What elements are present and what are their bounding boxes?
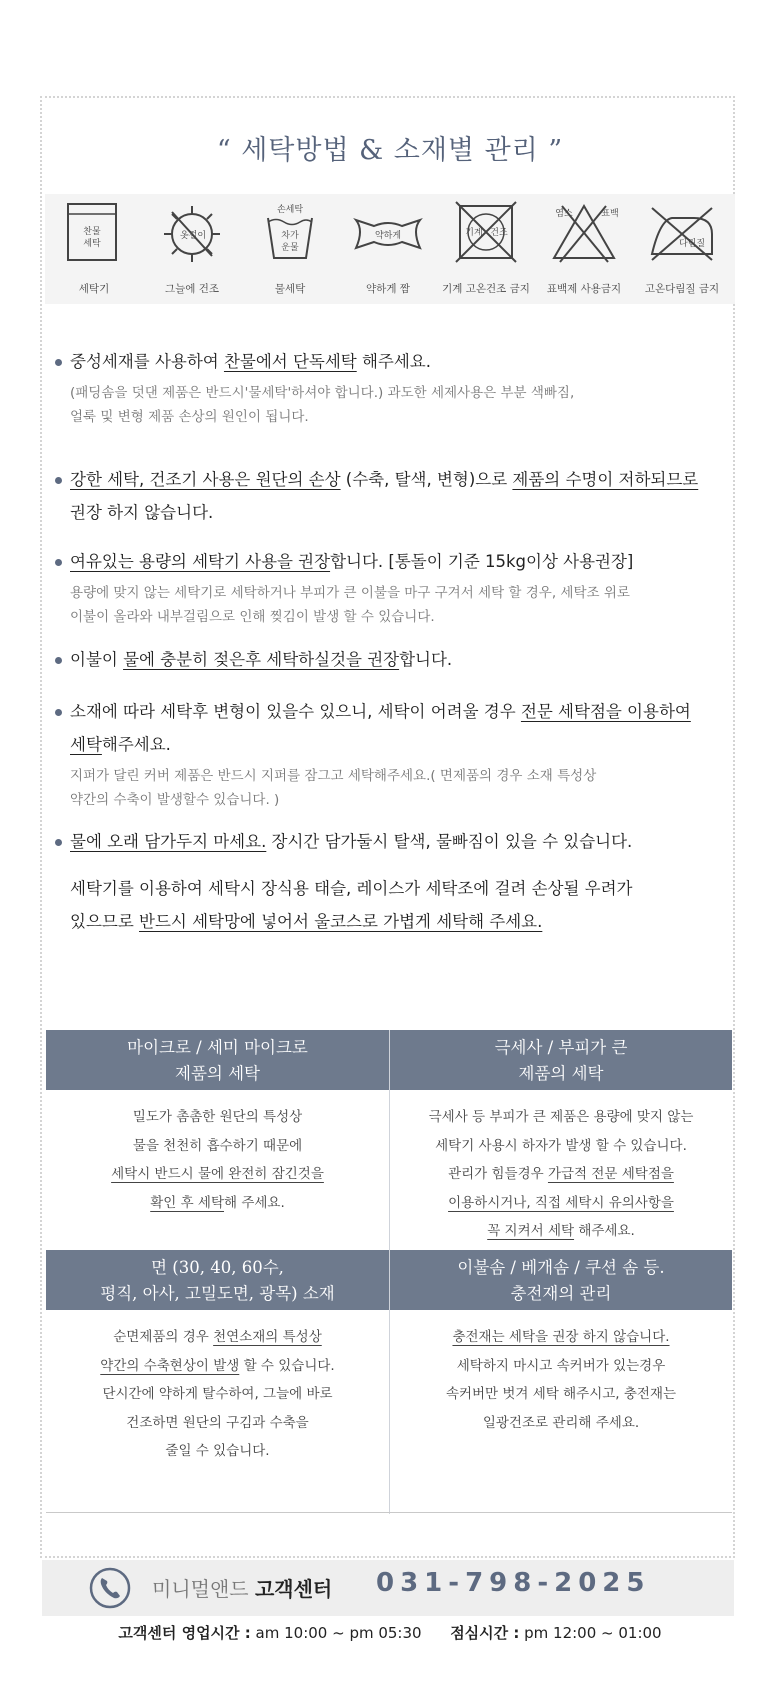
brand-name: 미니멀앤드 <box>152 1577 255 1601</box>
note-text: 중성세재를 사용하여 <box>70 352 224 371</box>
gentle-wring-text: 약하게 <box>374 231 402 241</box>
micro-line: 해 주세요. <box>224 1194 285 1211</box>
care-label-no-iron: 고온다림질 금지 <box>644 283 720 295</box>
cotton-line: 약간의 수축현상이 발생 <box>100 1357 240 1374</box>
micro-header-line2: 제품의 세탁 <box>175 1064 260 1083</box>
cotton-header <box>46 1250 389 1310</box>
note-emphasis: 전문 세탁점을 이용하여 <box>520 702 691 721</box>
note-soak <box>55 643 452 676</box>
note-text: 해주세요. <box>356 352 431 371</box>
note-detail: 용량에 맞지 않는 세탁기로 세탁하거나 부피가 큰 이불을 마구 구겨서 세탁 할 경우, 세탁조 위로 <box>70 585 630 601</box>
fleece-line: 꼭 지켜서 세탁 <box>487 1223 575 1239</box>
lunch-value: pm 12:00 ~ 01:00 <box>519 1624 662 1642</box>
micro-line: 밀도가 촘촘한 원단의 특성상 <box>132 1109 303 1125</box>
micro-header <box>46 1030 389 1090</box>
material-care-table <box>46 1030 732 1514</box>
cotton-header-line1: 면 (30, 40, 60수, <box>151 1258 284 1277</box>
shade-dry-text: 옷걸이 <box>179 231 207 241</box>
note-text: 권장 하지 않습니다. <box>70 503 214 522</box>
care-label-no-bleach: 표백제 사용금지 <box>546 283 622 295</box>
micro-line: 세탁시 반드시 물에 완전히 잠긴것을 <box>111 1166 324 1182</box>
bedding-line: 충전재는 세탁을 권장 하지 않습니다. <box>452 1329 670 1345</box>
bullet-icon <box>55 657 62 664</box>
care-symbol-washing-machine <box>45 194 143 304</box>
note-detail: 약간의 수축이 발생할수 있습니다. ) <box>70 792 280 808</box>
note-emphasis: 세탁 <box>70 735 102 754</box>
note-text: 장시간 담가둘시 탈색, 물빠짐이 있을 수 있습니다. <box>266 832 633 851</box>
care-label-hand-wash: 물세탁 <box>274 283 306 295</box>
hand-wash-text-1: 손세탁 <box>276 205 304 215</box>
note-emphasis: 찬물에서 단독세탁 <box>223 352 357 371</box>
note-emphasis: 강한 세탁, 건조기 사용은 원단의 손상 <box>70 470 341 489</box>
note-text: 합니다. <box>399 650 453 669</box>
note-capacity <box>55 545 633 629</box>
note-material-deformation <box>55 695 691 812</box>
note-emphasis: 물에 충분히 젖은후 세탁하실것을 권장 <box>123 650 400 669</box>
note-text: (수축, 탈색, 변형)으로 <box>340 470 513 489</box>
fleece-line: 관리가 힘들경우 <box>448 1166 548 1182</box>
micro-body <box>46 1090 389 1250</box>
note-emphasis: 제품의 수명이 저하되므로 <box>512 470 699 489</box>
bedding-line: 속커버만 벗겨 세탁 해주시고, 충전재는 <box>445 1386 677 1402</box>
business-hours <box>0 1622 780 1643</box>
micro-line: 물을 천천히 흡수하기 때문에 <box>132 1137 303 1154</box>
fleece-header-line2: 제품의 세탁 <box>518 1064 604 1083</box>
care-label-gentle-wring: 약하게 짬 <box>366 283 410 295</box>
hours-value: am 10:00 ~ pm 05:30 <box>250 1624 451 1642</box>
hand-wash-text-2: 차가 <box>281 231 299 241</box>
care-symbol-hand-wash <box>241 194 339 304</box>
washing-machine-text-1: 찬물 <box>83 227 101 237</box>
fleece-header <box>390 1030 732 1090</box>
phone-icon[interactable] <box>88 1566 132 1610</box>
cotton-line: 순면제품의 경우 <box>113 1329 214 1345</box>
no-iron-icon <box>646 200 718 272</box>
washing-machine-text-2: 세탁 <box>83 239 101 249</box>
cotton-line: 할 수 있습니다. <box>239 1357 335 1374</box>
note-text: 이불이 <box>70 650 124 669</box>
shade-dry-icon <box>156 200 228 272</box>
column-divider <box>389 1030 390 1514</box>
no-bleach-icon <box>548 200 620 272</box>
fleece-line: 세탁기 사용시 하자가 발생 할 수 있습니다. <box>435 1137 687 1154</box>
fleece-header-line1: 극세사 / 부피가 큰 <box>494 1038 628 1057</box>
note-text: 소재에 따라 세탁후 변형이 있을수 있으니, 세탁이 어려울 경우 <box>70 702 521 721</box>
care-symbol-gentle-wring <box>339 194 437 304</box>
bedding-line: 일광건조로 관리해 주세요. <box>482 1414 640 1431</box>
customer-service-title <box>152 1573 332 1602</box>
care-symbol-strip <box>45 194 735 304</box>
note-emphasis: 물에 오래 담가두지 마세요. <box>70 832 267 851</box>
no-tumble-dry-icon <box>450 200 522 272</box>
cotton-body <box>46 1310 389 1510</box>
micro-header-line1: 마이크로 / 세미 마이크로 <box>127 1038 308 1057</box>
care-label-no-tumble-dry: 기계 고온건조 금지 <box>442 283 530 295</box>
note-text: 합니다. [통돌이 기준 15kg이상 사용권장] <box>330 552 634 571</box>
care-symbol-no-bleach <box>535 194 633 304</box>
care-label-washing-machine: 세탁기 <box>78 283 110 295</box>
phone-number[interactable]: 031-798-2025 <box>376 1568 651 1598</box>
fleece-line: 가급적 전문 세탁점을 <box>547 1166 674 1182</box>
table-bottom-border <box>46 1512 732 1513</box>
care-symbol-no-iron <box>633 194 731 304</box>
care-symbol-shade-dry <box>143 194 241 304</box>
gentle-wring-icon <box>352 200 424 272</box>
cotton-line: 줄일 수 있습니다. <box>165 1443 270 1459</box>
hours-label: 고객센터 영업시간 : <box>118 1624 251 1642</box>
fleece-line: 극세사 등 부피가 큰 제품은 용량에 맞지 않는 <box>428 1109 694 1125</box>
note-no-long-soak <box>55 825 633 938</box>
bullet-icon <box>55 359 62 366</box>
care-symbol-no-tumble-dry <box>437 194 535 304</box>
bedding-header-line1: 이불솜 / 베개솜 / 쿠션 솜 등. <box>457 1258 665 1277</box>
lunch-label: 점심시간 : <box>450 1624 520 1642</box>
no-bleach-text-2: 표백 <box>601 209 619 219</box>
note-emphasis: 여유있는 용량의 세탁기 사용을 권장 <box>70 552 331 571</box>
bedding-line: 세탁하지 마시고 속커버가 있는경우 <box>456 1357 666 1374</box>
hand-wash-icon <box>254 200 326 272</box>
note-text: 세탁기를 이용하여 세탁시 장식용 태슬, 레이스가 세탁조에 걸려 손상될 우려가 <box>70 879 633 898</box>
fleece-body <box>390 1090 732 1250</box>
no-iron-text: 다림질 <box>678 239 706 249</box>
page-title: “ 세탁방법 & 소재별 관리 ” <box>216 135 564 166</box>
bullet-icon <box>55 559 62 566</box>
bullet-icon <box>55 709 62 716</box>
no-tumble-dry-text-2: 건조 <box>490 228 508 238</box>
note-strong-wash <box>55 463 698 529</box>
bedding-body <box>390 1310 732 1510</box>
care-label-shade-dry: 그늘에 건조 <box>164 283 220 295</box>
bullet-icon <box>55 839 62 846</box>
fleece-line: 해주세요. <box>574 1223 635 1239</box>
note-text: 해주세요. <box>101 735 171 754</box>
cotton-line: 건조하면 원단의 구김과 수축을 <box>126 1414 309 1431</box>
micro-line: 확인 후 세탁 <box>150 1194 225 1211</box>
note-neutral-detergent <box>55 345 574 429</box>
no-bleach-text-1: 염소 <box>555 209 573 219</box>
note-emphasis: 반드시 세탁망에 넣어서 울코스로 가볍게 세탁해 주세요. <box>139 912 543 931</box>
note-detail: (패딩솜을 덧댄 제품은 반드시'물세탁'하셔야 합니다.) 과도한 세제사용은 부분 색빠짐, <box>70 385 575 401</box>
note-detail: 지퍼가 달린 커버 제품은 반드시 지퍼를 잠그고 세탁해주세요.( 면제품의 경우 소재 특성상 <box>70 768 597 784</box>
note-text: 있으므로 <box>70 912 140 931</box>
bullet-icon <box>55 477 62 484</box>
bedding-header-line2: 충전재의 관리 <box>510 1284 612 1303</box>
no-tumble-dry-text-1: 기계 <box>465 228 483 238</box>
customer-service-label: 고객센터 <box>254 1577 333 1601</box>
cotton-line: 단시간에 약하게 탈수하여, 그늘에 바로 <box>102 1386 333 1402</box>
cotton-header-line2: 평직, 아사, 고밀도면, 광목) 소재 <box>100 1284 335 1303</box>
cotton-line: 천연소재의 특성상 <box>213 1329 322 1345</box>
note-detail: 이불이 올라와 내부걸림으로 인해 찢김이 발생 할 수 있습니다. <box>70 609 435 625</box>
washing-machine-icon <box>58 200 130 272</box>
hand-wash-text-3: 운물 <box>281 243 299 253</box>
fleece-line: 이용하시거나, 직접 세탁시 유의사항을 <box>448 1194 674 1211</box>
bedding-header <box>390 1250 732 1310</box>
note-detail: 얼룩 및 변형 제품 손상의 원인이 됩니다. <box>70 409 309 425</box>
